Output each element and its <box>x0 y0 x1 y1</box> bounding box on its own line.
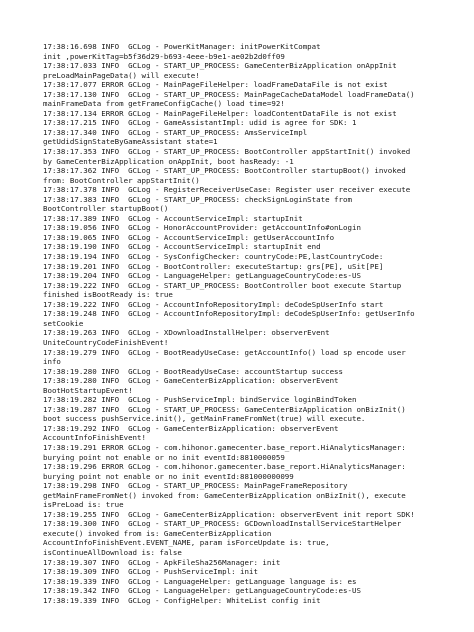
log-line: preLoadMainPageData() will execute! <box>43 70 200 80</box>
log-line: by GameCenterBizApplication onAppInit, boot hasReady: -1 <box>43 156 294 166</box>
log-line: 17:38:19.201 INFO GCLog - BootController: executeStartup: grs[PE], uSit[PE] <box>43 261 384 271</box>
log-line: 17:38:17.340 INFO GCLog - START_UP_PROCESS: AmsServiceImpl <box>43 127 308 137</box>
log-line: AccountInfoFinishEvent.EVENT_NAME, param isForceUpdate is: true, <box>43 538 330 548</box>
log-line: 17:38:17.033 INFO GCLog - START_UP_PROCESS: GameCenterBizApplication onAppInit <box>43 61 397 71</box>
log-line: getUdidSignStateByGameAssistant state=1 <box>43 137 218 147</box>
log-line: 17:38:19.056 INFO GCLog - HonorAccountProvider: getAccountInfo#onLogin <box>43 223 361 233</box>
log-line: 17:38:17.130 INFO GCLog - START_UP_PROCESS: MainPageCacheDataModel loadFrameData() <box>43 89 415 99</box>
log-line: 17:38:17.215 INFO GCLog - GameAssistantImpl: udid is agree for SDK: 1 <box>43 118 357 128</box>
log-line: BootHotStartupEvent! <box>43 385 133 395</box>
log-line: 17:38:19.280 INFO GCLog - BootReadyUseCase: accountStartup success <box>43 366 344 376</box>
log-line: 17:38:17.134 ERROR GCLog - MainPageFileHelper: loadContentDataFile is not exist <box>43 108 397 118</box>
log-line: 17:38:19.296 ERROR GCLog - com.hihonor.gamecenter.base_report.HiAnalyticsManager: <box>43 462 406 472</box>
log-line: 17:38:17.378 INFO GCLog - RegisterReceiverUseCase: Register user receiver execute <box>43 185 411 195</box>
log-line: mainFrameData from getFrameConfigCache() load time=92! <box>43 99 285 109</box>
log-line: execute() invoked from is: GameCenterBizApplication <box>43 528 272 538</box>
log-line: 17:38:19.263 INFO GCLog - XDownloadInstallHelper: observerEvent <box>43 328 330 338</box>
log-line: 17:38:19.255 INFO GCLog - GameCenterBizApplication: observerEvent init report SDK! <box>43 509 415 519</box>
log-line: 17:38:19.309 INFO GCLog - PushServiceImpl: init <box>43 567 258 577</box>
log-line: boot success pushService.init(), getMainFrameFromNet(true) will execute. <box>43 414 366 424</box>
log-line: isPreLoad is: true <box>43 500 124 510</box>
log-line: finished isBootReady is: true <box>43 290 173 300</box>
log-line: AccountInfoFinishEvent! <box>43 433 146 443</box>
log-line: 17:38:19.282 INFO GCLog - PushServiceImpl: bindService loginBindToken <box>43 395 357 405</box>
log-line: 17:38:19.280 INFO GCLog - GameCenterBizApplication: observerEvent <box>43 376 339 386</box>
log-line: 17:38:19.287 INFO GCLog - START_UP_PROCESS: GameCenterBizApplication onBizInit() <box>43 404 406 414</box>
log-line: 17:38:19.339 INFO GCLog - LanguageHelper: getLanguage language is: es <box>43 576 357 586</box>
log-line: 17:38:19.292 INFO GCLog - GameCenterBizApplication: observerEvent <box>43 423 339 433</box>
log-line: 17:38:19.204 INFO GCLog - LanguageHelper: getLanguageCountryCode:es-US <box>43 271 361 281</box>
log-line: isContinueAllDownload is: false <box>43 547 182 557</box>
log-line: 17:38:17.077 ERROR GCLog - MainPageFileHelper: loadFrameDataFile is not exist <box>43 80 388 90</box>
log-line: burying point not enable or no init eventId:8810000059 <box>43 452 285 462</box>
log-line: getMainFrameFromNet() invoked from: GameCenterBizApplication onBizInit(), execute <box>43 490 406 500</box>
log-line: 17:38:19.279 INFO GCLog - BootReadyUseCase: getAccountInfo() load sp encode user <box>43 347 406 357</box>
log-line: 17:38:17.362 INFO GCLog - START_UP_PROCESS: BootController startupBoot() invoked <box>43 166 406 176</box>
log-line: burying point not enable or no init eventId:881000000099 <box>43 471 294 481</box>
log-line: 17:38:17.383 INFO GCLog - START_UP_PROCESS: checkSignLoginState from <box>43 194 352 204</box>
log-line: 17:38:16.698 INFO GCLog - PowerKitManager: initPowerKitCompat <box>43 42 321 51</box>
log-line: 17:38:19.222 INFO GCLog - AccountInfoRepositoryImpl: deCodeSpUserInfo start <box>43 299 384 309</box>
log-line: info <box>43 357 61 367</box>
log-line: 17:38:17.353 INFO GCLog - START_UP_PROCESS: BootController appStartInit() invoked <box>43 147 411 157</box>
log-line: 17:38:19.298 INFO GCLog - START_UP_PROCESS: MainPageFrameRepository <box>43 481 348 491</box>
log-line: 17:38:19.307 INFO GCLog - ApkFileSha256Manager: init <box>43 557 281 567</box>
log-line: 17:38:19.248 INFO GCLog - AccountInfoRepositoryImpl: deCodeSpUserInfo: getUserInfo <box>43 309 415 319</box>
log-line: 17:38:19.291 ERROR GCLog - com.hihonor.gamecenter.base_report.HiAnalyticsManager: <box>43 442 406 452</box>
log-line: setCookie <box>43 318 84 328</box>
log-line: UniteCountryCodeFinishEvent! <box>43 337 169 347</box>
log-line: 17:38:19.339 INFO GCLog - ConfigHelper: WhiteList config init <box>43 595 321 605</box>
log-line: 17:38:19.342 INFO GCLog - LanguageHelper: getLanguageCountryCode:es-US <box>43 586 361 596</box>
log-line: BootController startupBoot() <box>43 204 169 214</box>
log-line: init ,powerKitTag=b5f36d29-b693-4eee-b9e1-ae02b2d0ff09 <box>43 51 285 61</box>
log-line: from: BootController appStartInit() <box>43 175 200 185</box>
log-line: 17:38:19.222 INFO GCLog - START_UP_PROCESS: BootController boot execute Startup <box>43 280 402 290</box>
log-line: 17:38:19.065 INFO GCLog - AccountServiceImpl: getUserAccountInfo <box>43 232 335 242</box>
log-line: 17:38:17.389 INFO GCLog - AccountServiceImpl: startupInit <box>43 213 303 223</box>
log-line: 17:38:19.190 INFO GCLog - AccountServiceImpl: startupInit end <box>43 242 321 252</box>
log-line: 17:38:19.194 INFO GCLog - SysConfigChecker: countryCode:PE,lastCountryCode: <box>43 252 384 262</box>
log-text-body <box>43 42 443 605</box>
log-line: 17:38:19.300 INFO GCLog - START_UP_PROCESS: GCDownloadInstallServiceStartHelper <box>43 519 402 529</box>
